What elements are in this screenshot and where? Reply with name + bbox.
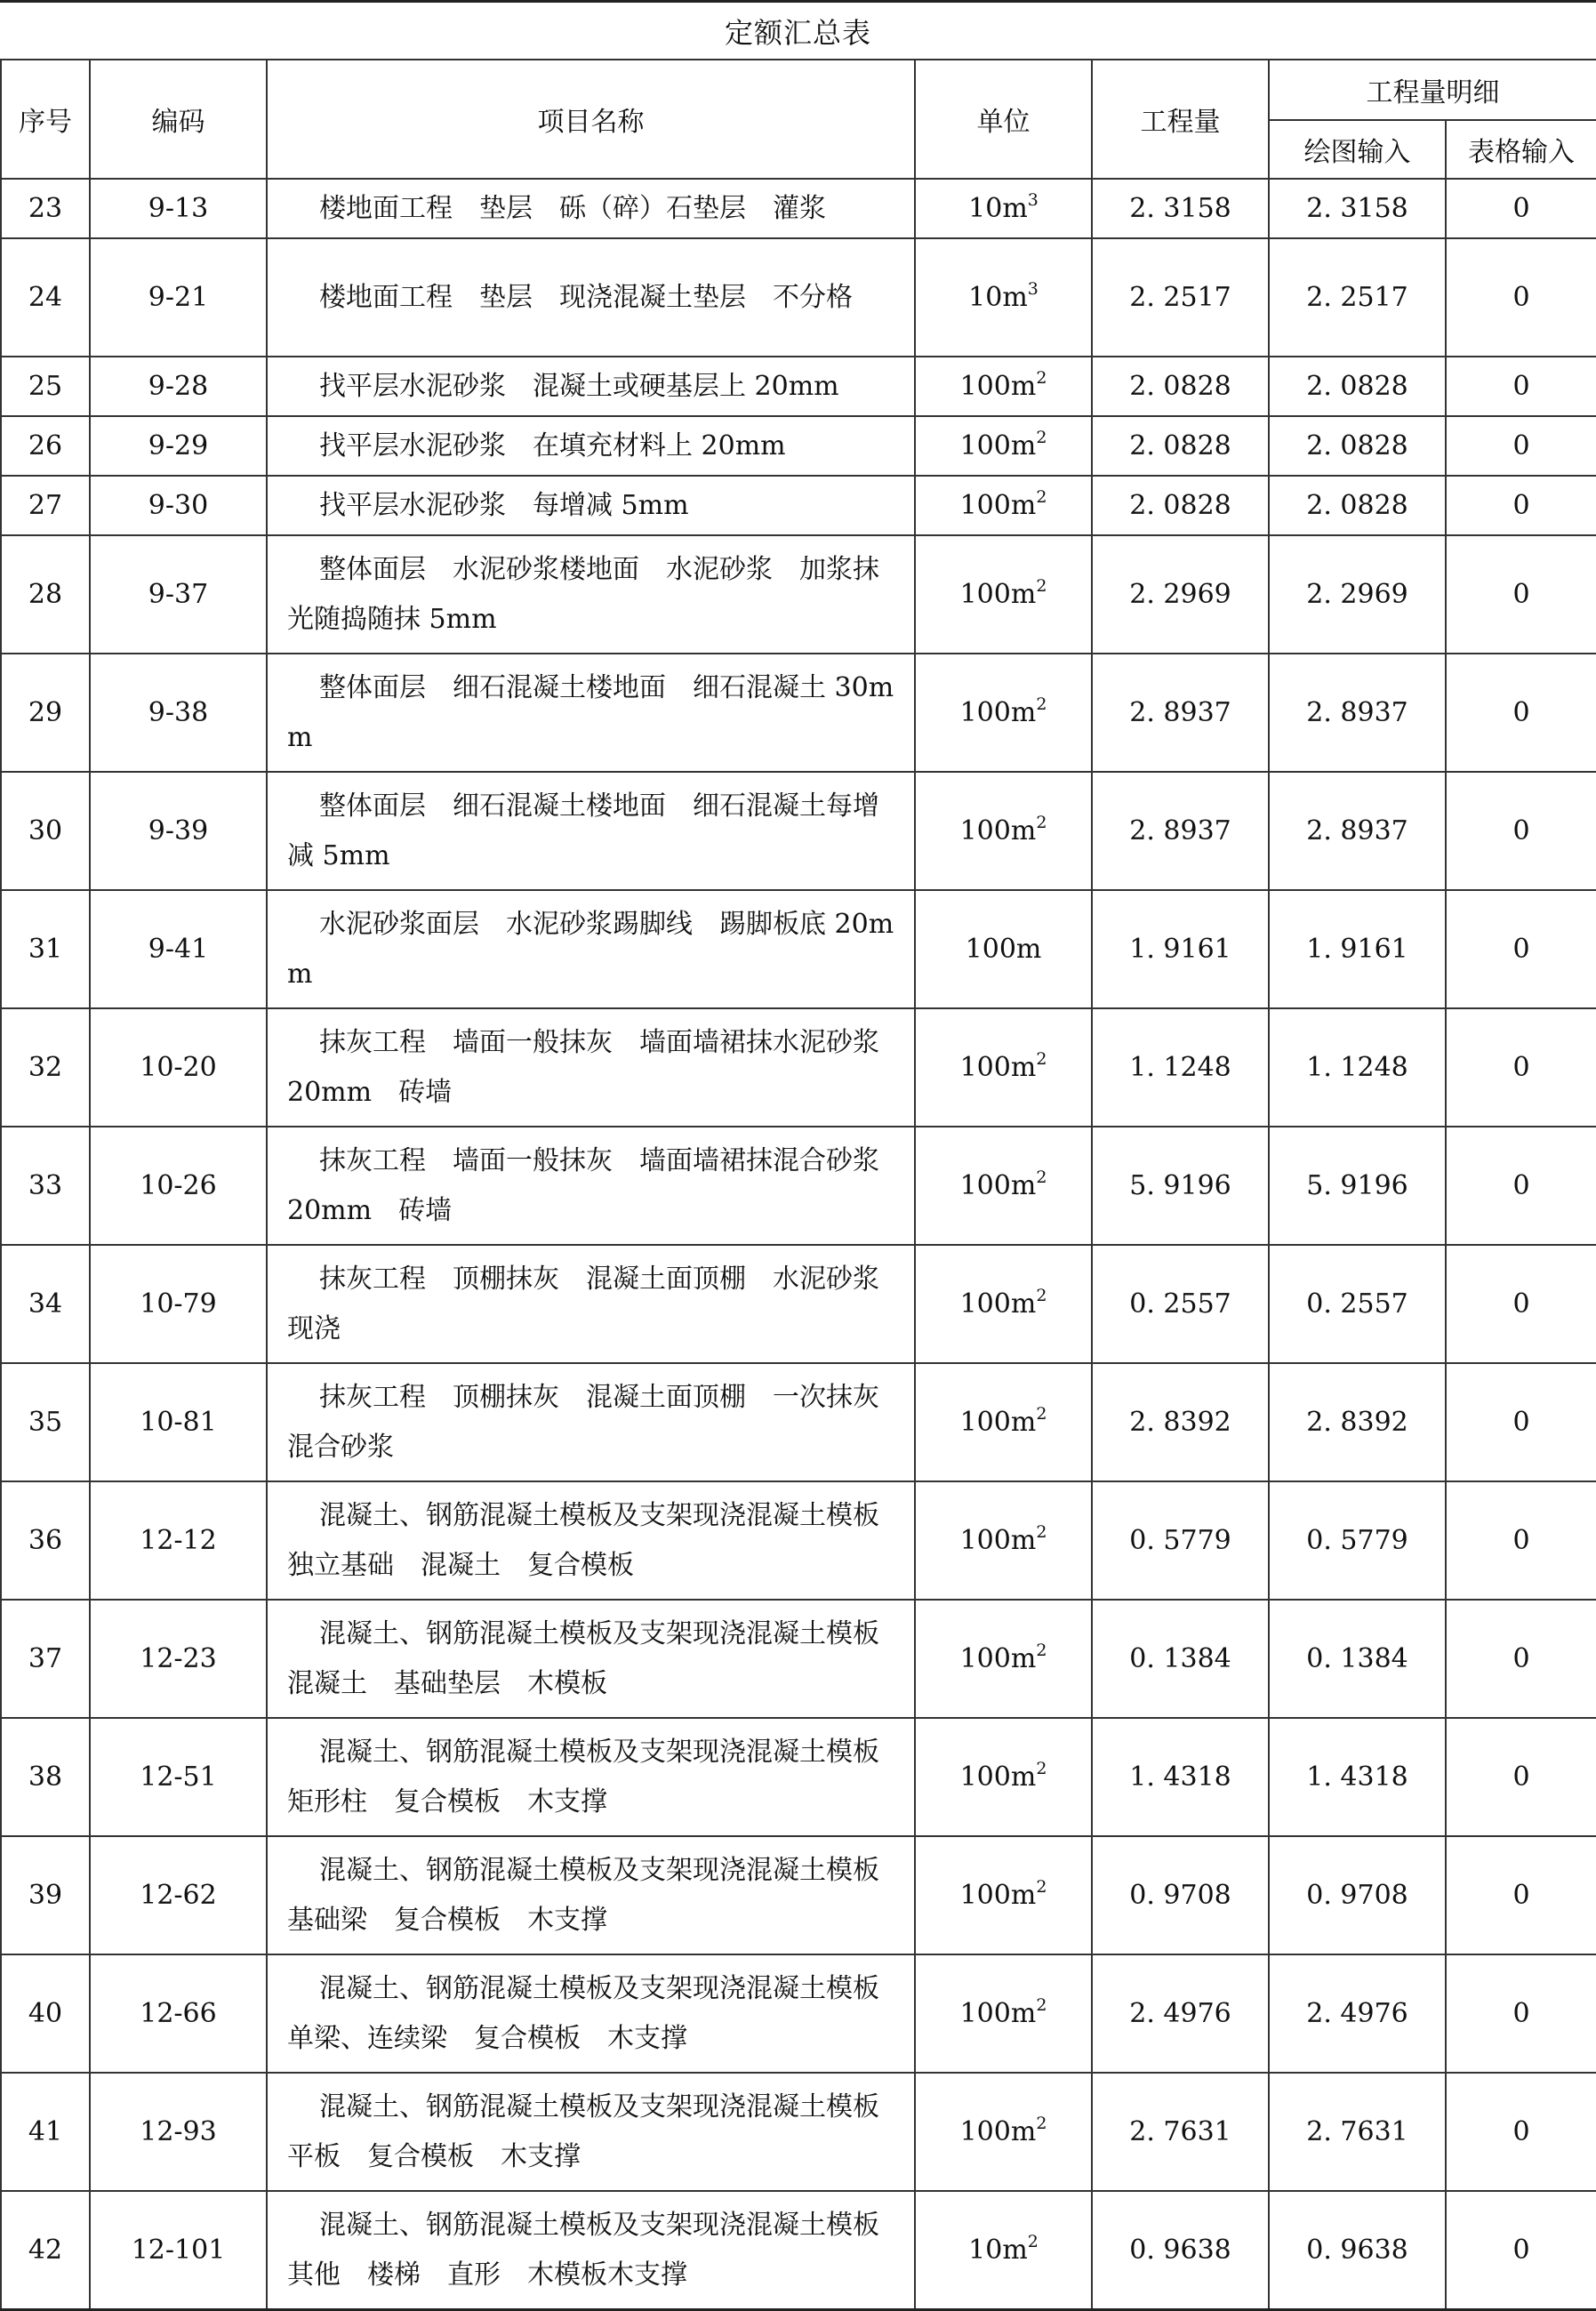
cell-seq: 24 [1, 238, 90, 357]
cell-code: 10-26 [90, 1127, 267, 1245]
header-seq: 序号 [1, 60, 90, 179]
cell-name: 混凝土、钢筋混凝土模板及支架现浇混凝土模板单梁、连续梁 复合模板 木支撑 [267, 1954, 915, 2073]
cell-code: 10-79 [90, 1245, 267, 1363]
cell-draw-input: 0. 9638 [1269, 2191, 1446, 2310]
cell-table-input: 0 [1446, 416, 1596, 476]
cell-name: 混凝土、钢筋混凝土模板及支架现浇混凝土模板 其他 楼梯 直形 木模板木支撑 [267, 2191, 915, 2310]
table-title: 定额汇总表 [0, 0, 1596, 59]
cell-table-input: 0 [1446, 1718, 1596, 1836]
cell-qty: 2. 7631 [1092, 2073, 1269, 2191]
cell-unit [915, 1600, 1092, 1718]
cell-name: 混凝土、钢筋混凝土模板及支架现浇混凝土模板 平板 复合模板 木支撑 [267, 2073, 915, 2191]
cell-qty: 0. 1384 [1092, 1600, 1269, 1718]
cell-name: 混凝土、钢筋混凝土模板及支架现浇混凝土模板 混凝土 基础垫层 木模板 [267, 1600, 915, 1718]
cell-unit [915, 416, 1092, 476]
cell-seq: 39 [1, 1836, 90, 1954]
cell-seq: 41 [1, 2073, 90, 2191]
unit-exponent: 2 [1036, 368, 1047, 388]
table-row [1, 1718, 1596, 1836]
cell-unit [915, 2073, 1092, 2191]
cell-draw-input: 1. 9161 [1269, 890, 1446, 1008]
cell-draw-input: 2. 8937 [1269, 654, 1446, 772]
unit-exponent: 2 [1036, 576, 1047, 596]
cell-seq: 23 [1, 179, 90, 238]
cell-code: 12-66 [90, 1954, 267, 2073]
table-row [1, 1127, 1596, 1245]
cell-unit [915, 1245, 1092, 1363]
cell-seq: 38 [1, 1718, 90, 1836]
cell-seq: 31 [1, 890, 90, 1008]
cell-code: 12-23 [90, 1600, 267, 1718]
cell-name: 楼地面工程 垫层 砾（碎）石垫层 灌浆 [267, 179, 915, 238]
cell-qty: 1. 1248 [1092, 1008, 1269, 1127]
cell-qty: 2. 0828 [1092, 416, 1269, 476]
cell-unit [915, 1127, 1092, 1245]
cell-name: 抹灰工程 墙面一般抹灰 墙面墙裙抹混合砂浆 20mm 砖墙 [267, 1127, 915, 1245]
table-row [1, 1600, 1596, 1718]
cell-code: 9-29 [90, 416, 267, 476]
cell-seq: 37 [1, 1600, 90, 1718]
cell-seq: 42 [1, 2191, 90, 2310]
unit-exponent: 3 [1027, 279, 1039, 299]
unit-base: 100m [959, 1525, 1037, 1556]
cell-name: 水泥砂浆面层 水泥砂浆踢脚线 踢脚板底 20mm [267, 890, 915, 1008]
cell-name: 整体面层 细石混凝土楼地面 细石混凝土每增减 5mm [267, 772, 915, 890]
cell-draw-input: 2. 8937 [1269, 772, 1446, 890]
unit-exponent: 2 [1036, 1049, 1047, 1069]
cell-code: 9-30 [90, 476, 267, 535]
cell-name: 抹灰工程 顶棚抹灰 混凝土面顶棚 一次抹灰 混合砂浆 [267, 1363, 915, 1481]
unit-exponent: 2 [1036, 1995, 1047, 2015]
cell-seq: 28 [1, 535, 90, 654]
unit-base: 100m [959, 1998, 1037, 2029]
header-draw-input: 绘图输入 [1269, 120, 1446, 179]
unit-base: 10m [968, 2235, 1028, 2266]
cell-table-input: 0 [1446, 890, 1596, 1008]
cell-code: 9-13 [90, 179, 267, 238]
unit-exponent: 2 [1036, 1286, 1047, 1305]
unit-base: 100m [965, 934, 1042, 965]
table-row [1, 2073, 1596, 2191]
cell-qty: 0. 9638 [1092, 2191, 1269, 2310]
header-qty: 工程量 [1092, 60, 1269, 179]
cell-draw-input: 0. 9708 [1269, 1836, 1446, 1954]
unit-exponent: 2 [1036, 1404, 1047, 1424]
cell-code: 10-20 [90, 1008, 267, 1127]
cell-unit [915, 179, 1092, 238]
cell-seq: 40 [1, 1954, 90, 2073]
cell-unit [915, 535, 1092, 654]
unit-exponent: 2 [1036, 2114, 1047, 2133]
cell-table-input: 0 [1446, 1245, 1596, 1363]
cell-draw-input: 2. 2517 [1269, 238, 1446, 357]
table-row [1, 238, 1596, 357]
cell-code: 10-81 [90, 1363, 267, 1481]
unit-base: 100m [959, 579, 1037, 610]
cell-seq: 32 [1, 1008, 90, 1127]
cell-qty: 2. 2517 [1092, 238, 1269, 357]
table-row [1, 1481, 1596, 1600]
table-row [1, 1954, 1596, 2073]
cell-table-input: 0 [1446, 238, 1596, 357]
cell-seq: 34 [1, 1245, 90, 1363]
unit-base: 100m [959, 815, 1037, 847]
cell-unit [915, 1954, 1092, 2073]
cell-unit [915, 238, 1092, 357]
header-name: 项目名称 [267, 60, 915, 179]
cell-table-input: 0 [1446, 179, 1596, 238]
cell-qty: 2. 4976 [1092, 1954, 1269, 2073]
cell-unit [915, 476, 1092, 535]
cell-draw-input: 2. 7631 [1269, 2073, 1446, 2191]
cell-draw-input: 2. 2969 [1269, 535, 1446, 654]
cell-name: 整体面层 水泥砂浆楼地面 水泥砂浆 加浆抹光随捣随抹 5mm [267, 535, 915, 654]
cell-table-input: 0 [1446, 2191, 1596, 2310]
unit-base: 100m [959, 371, 1037, 402]
unit-exponent: 2 [1036, 1759, 1047, 1778]
cell-code: 9-37 [90, 535, 267, 654]
cell-unit [915, 890, 1092, 1008]
cell-seq: 36 [1, 1481, 90, 1600]
unit-base: 100m [959, 1170, 1037, 1201]
table-row [1, 1363, 1596, 1481]
table-row [1, 1008, 1596, 1127]
cell-table-input: 0 [1446, 535, 1596, 654]
table-row [1, 357, 1596, 416]
cell-qty: 2. 8937 [1092, 772, 1269, 890]
cell-unit [915, 1363, 1092, 1481]
unit-base: 100m [959, 2116, 1037, 2147]
cell-code: 12-12 [90, 1481, 267, 1600]
cell-seq: 25 [1, 357, 90, 416]
table-row [1, 1245, 1596, 1363]
cell-name: 抹灰工程 墙面一般抹灰 墙面墙裙抹水泥砂浆 20mm 砖墙 [267, 1008, 915, 1127]
unit-base: 100m [959, 1761, 1037, 1793]
cell-code: 12-51 [90, 1718, 267, 1836]
unit-base: 100m [959, 1407, 1037, 1438]
quota-summary-table [0, 59, 1596, 2311]
unit-base: 100m [959, 1288, 1037, 1320]
cell-seq: 27 [1, 476, 90, 535]
cell-name: 混凝土、钢筋混凝土模板及支架现浇混凝土模板基础梁 复合模板 木支撑 [267, 1836, 915, 1954]
cell-unit [915, 2191, 1092, 2310]
cell-code: 9-21 [90, 238, 267, 357]
table-row [1, 890, 1596, 1008]
cell-draw-input: 2. 0828 [1269, 357, 1446, 416]
cell-qty: 5. 9196 [1092, 1127, 1269, 1245]
cell-name: 整体面层 细石混凝土楼地面 细石混凝土 30mm [267, 654, 915, 772]
unit-exponent: 2 [1036, 1168, 1047, 1187]
cell-table-input: 0 [1446, 1954, 1596, 2073]
cell-table-input: 0 [1446, 1481, 1596, 1600]
cell-draw-input: 2. 0828 [1269, 416, 1446, 476]
cell-seq: 29 [1, 654, 90, 772]
header-code: 编码 [90, 60, 267, 179]
header-table-input: 表格输入 [1446, 120, 1596, 179]
cell-code: 9-41 [90, 890, 267, 1008]
cell-table-input: 0 [1446, 357, 1596, 416]
cell-table-input: 0 [1446, 654, 1596, 772]
unit-base: 10m [968, 282, 1028, 313]
cell-seq: 26 [1, 416, 90, 476]
unit-base: 100m [959, 1052, 1037, 1083]
cell-unit [915, 1836, 1092, 1954]
cell-qty: 2. 3158 [1092, 179, 1269, 238]
unit-exponent: 2 [1036, 487, 1047, 507]
cell-name: 找平层水泥砂浆 在填充材料上 20mm [267, 416, 915, 476]
cell-draw-input: 0. 1384 [1269, 1600, 1446, 1718]
cell-qty: 0. 5779 [1092, 1481, 1269, 1600]
cell-qty: 2. 8937 [1092, 654, 1269, 772]
cell-draw-input: 2. 4976 [1269, 1954, 1446, 2073]
table-row [1, 535, 1596, 654]
table-row [1, 654, 1596, 772]
cell-table-input: 0 [1446, 2073, 1596, 2191]
cell-table-input: 0 [1446, 476, 1596, 535]
cell-code: 12-101 [90, 2191, 267, 2310]
cell-table-input: 0 [1446, 1127, 1596, 1245]
cell-seq: 35 [1, 1363, 90, 1481]
table-row [1, 416, 1596, 476]
header-unit: 单位 [915, 60, 1092, 179]
cell-draw-input: 2. 8392 [1269, 1363, 1446, 1481]
cell-code: 9-38 [90, 654, 267, 772]
table-row [1, 2191, 1596, 2310]
cell-draw-input: 0. 2557 [1269, 1245, 1446, 1363]
cell-name: 楼地面工程 垫层 现浇混凝土垫层 不分格 [267, 238, 915, 357]
unit-exponent: 2 [1036, 428, 1047, 447]
unit-exponent: 2 [1027, 2232, 1039, 2251]
cell-draw-input: 1. 1248 [1269, 1008, 1446, 1127]
unit-exponent: 2 [1036, 813, 1047, 832]
table-row [1, 1836, 1596, 1954]
cell-unit [915, 357, 1092, 416]
header-detail: 工程量明细 [1269, 60, 1596, 120]
cell-draw-input: 2. 3158 [1269, 179, 1446, 238]
cell-table-input: 0 [1446, 1008, 1596, 1127]
cell-table-input: 0 [1446, 772, 1596, 890]
table-row [1, 476, 1596, 535]
unit-base: 100m [959, 490, 1037, 521]
cell-code: 12-93 [90, 2073, 267, 2191]
cell-qty: 2. 2969 [1092, 535, 1269, 654]
cell-unit [915, 1008, 1092, 1127]
cell-qty: 0. 2557 [1092, 1245, 1269, 1363]
unit-base: 100m [959, 697, 1037, 728]
table-row [1, 772, 1596, 890]
cell-code: 12-62 [90, 1836, 267, 1954]
cell-qty: 2. 8392 [1092, 1363, 1269, 1481]
cell-seq: 33 [1, 1127, 90, 1245]
cell-unit [915, 654, 1092, 772]
cell-table-input: 0 [1446, 1836, 1596, 1954]
cell-draw-input: 5. 9196 [1269, 1127, 1446, 1245]
cell-seq: 30 [1, 772, 90, 890]
cell-draw-input: 1. 4318 [1269, 1718, 1446, 1836]
cell-unit [915, 1718, 1092, 1836]
cell-name: 找平层水泥砂浆 混凝土或硬基层上 20mm [267, 357, 915, 416]
cell-code: 9-39 [90, 772, 267, 890]
cell-draw-input: 2. 0828 [1269, 476, 1446, 535]
table-body [1, 179, 1596, 2310]
unit-base: 100m [959, 1643, 1037, 1674]
cell-qty: 2. 0828 [1092, 476, 1269, 535]
cell-qty: 2. 0828 [1092, 357, 1269, 416]
cell-name: 找平层水泥砂浆 每增减 5mm [267, 476, 915, 535]
cell-qty: 0. 9708 [1092, 1836, 1269, 1954]
unit-exponent: 3 [1027, 190, 1039, 210]
table-row [1, 179, 1596, 238]
cell-qty: 1. 9161 [1092, 890, 1269, 1008]
unit-exponent: 2 [1036, 1877, 1047, 1897]
unit-base: 100m [959, 430, 1037, 461]
unit-exponent: 2 [1036, 1522, 1047, 1542]
cell-name: 混凝土、钢筋混凝土模板及支架现浇混凝土模板 独立基础 混凝土 复合模板 [267, 1481, 915, 1600]
cell-name: 抹灰工程 顶棚抹灰 混凝土面顶棚 水泥砂浆 现浇 [267, 1245, 915, 1363]
cell-draw-input: 0. 5779 [1269, 1481, 1446, 1600]
cell-unit [915, 772, 1092, 890]
cell-table-input: 0 [1446, 1600, 1596, 1718]
cell-code: 9-28 [90, 357, 267, 416]
unit-base: 10m [968, 193, 1028, 224]
cell-table-input: 0 [1446, 1363, 1596, 1481]
unit-exponent: 2 [1036, 694, 1047, 714]
unit-base: 100m [959, 1880, 1037, 1911]
cell-unit [915, 1481, 1092, 1600]
cell-name: 混凝土、钢筋混凝土模板及支架现浇混凝土模板矩形柱 复合模板 木支撑 [267, 1718, 915, 1836]
cell-qty: 1. 4318 [1092, 1718, 1269, 1836]
unit-exponent: 2 [1036, 1641, 1047, 1660]
